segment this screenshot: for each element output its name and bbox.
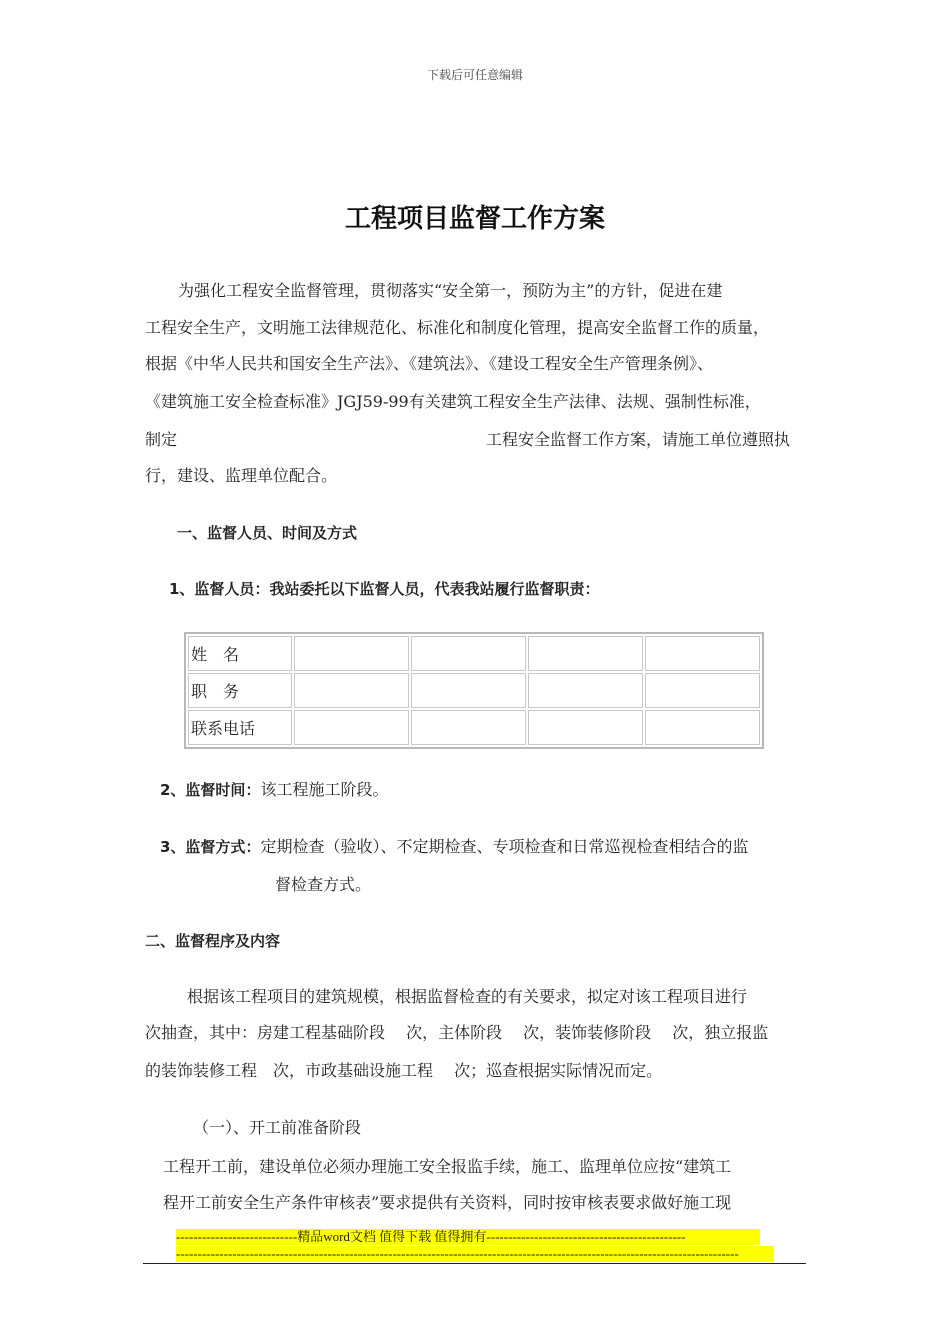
intro-line-5b: 工程安全监督工作方案，请施工单位遵照执 bbox=[486, 430, 791, 449]
table-cell bbox=[294, 710, 409, 745]
table-row bbox=[188, 710, 760, 745]
subsection1-heading: （一）、开工前准备阶段 bbox=[193, 1118, 362, 1137]
section2-para-line-2: 次抽查，其中：房建工程基础阶段 次，主体阶段 次，装饰装修阶段 次，独立报监 bbox=[145, 1023, 769, 1042]
item3-text-1: 定期检查（验收）、不定期检查、专项检查和日常巡视检查相结合的监 bbox=[260, 837, 749, 856]
section2-para-line-1: 根据该工程项目的建筑规模，根据监督检查的有关要求，拟定对该工程项目进行 bbox=[187, 987, 748, 1006]
footer-rule bbox=[143, 1263, 806, 1264]
intro-line-3: 根据《中华人民共和国安全生产法》、《建筑法》、《建设工程安全生产管理条例》、 bbox=[145, 354, 714, 373]
table-cell bbox=[528, 673, 643, 708]
staff-table bbox=[184, 632, 764, 749]
subsection1-line-2: 程开工前安全生产条件审核表”要求提供有关资料，同时按审核表要求做好施工现 bbox=[163, 1193, 732, 1212]
item2-text: 该工程施工阶段。 bbox=[260, 780, 389, 799]
subsection1-line-1: 工程开工前，建设单位必须办理施工安全报监手续，施工、监理单位应按“建筑工 bbox=[163, 1157, 732, 1176]
table-cell bbox=[528, 636, 643, 671]
table-cell-label: 职 务 bbox=[188, 673, 292, 708]
table-cell bbox=[294, 673, 409, 708]
table-cell bbox=[528, 710, 643, 745]
table-cell bbox=[645, 673, 760, 708]
table-cell-label: 姓 名 bbox=[188, 636, 292, 671]
intro-line-1: 为强化工程安全监督管理，贯彻落实“安全第一，预防为主”的方针，促进在建 bbox=[178, 281, 723, 300]
intro-line-2: 工程安全生产，文明施工法律规范化、标准化和制度化管理，提高安全监督工作的质量， bbox=[145, 318, 770, 337]
document-title: 工程项目监督工作方案 bbox=[344, 204, 605, 234]
section2-para-line-3: 的装饰装修工程 次，市政基础设施工程 次；巡查根据实际情况而定。 bbox=[145, 1061, 663, 1080]
intro-line-6: 行，建设、监理单位配合。 bbox=[145, 466, 338, 485]
intro-line-5a: 制定 bbox=[145, 430, 178, 449]
table-cell bbox=[411, 673, 526, 708]
table-cell bbox=[411, 636, 526, 671]
footer-banner-line-1: ----------------------------精品word文档 值得下载 值得拥有---------------------------------------------- bbox=[176, 1229, 760, 1245]
table-cell bbox=[411, 710, 526, 745]
table-row bbox=[188, 673, 760, 708]
item3-text-2: 督检查方式。 bbox=[275, 875, 372, 894]
section1-item3 bbox=[160, 837, 748, 857]
section1-item1: 1、监督人员：我站委托以下监督人员，代表我站履行监督职责： bbox=[169, 580, 600, 598]
intro-line-4: 《建筑施工安全检查标准》JGJ59-99有关建筑工程安全生产法律、法规、强制性标准， bbox=[145, 392, 761, 411]
table-cell bbox=[645, 636, 760, 671]
table-cell bbox=[645, 710, 760, 745]
table-cell bbox=[294, 636, 409, 671]
header-note: 下载后可任意编辑 bbox=[426, 68, 523, 82]
item3-label: 3、监督方式： bbox=[160, 838, 261, 856]
table-row bbox=[188, 636, 760, 671]
section1-item2 bbox=[160, 780, 388, 800]
item2-label: 2、监督时间： bbox=[160, 781, 261, 799]
section1-heading: 一、监督人员、时间及方式 bbox=[177, 524, 358, 542]
footer-banner-line-2: ---------------------------------------------------------------------------------------------------------------------------------- bbox=[176, 1246, 774, 1262]
section2-heading: 二、监督程序及内容 bbox=[145, 932, 281, 950]
table-cell-label: 联系电话 bbox=[188, 710, 292, 745]
